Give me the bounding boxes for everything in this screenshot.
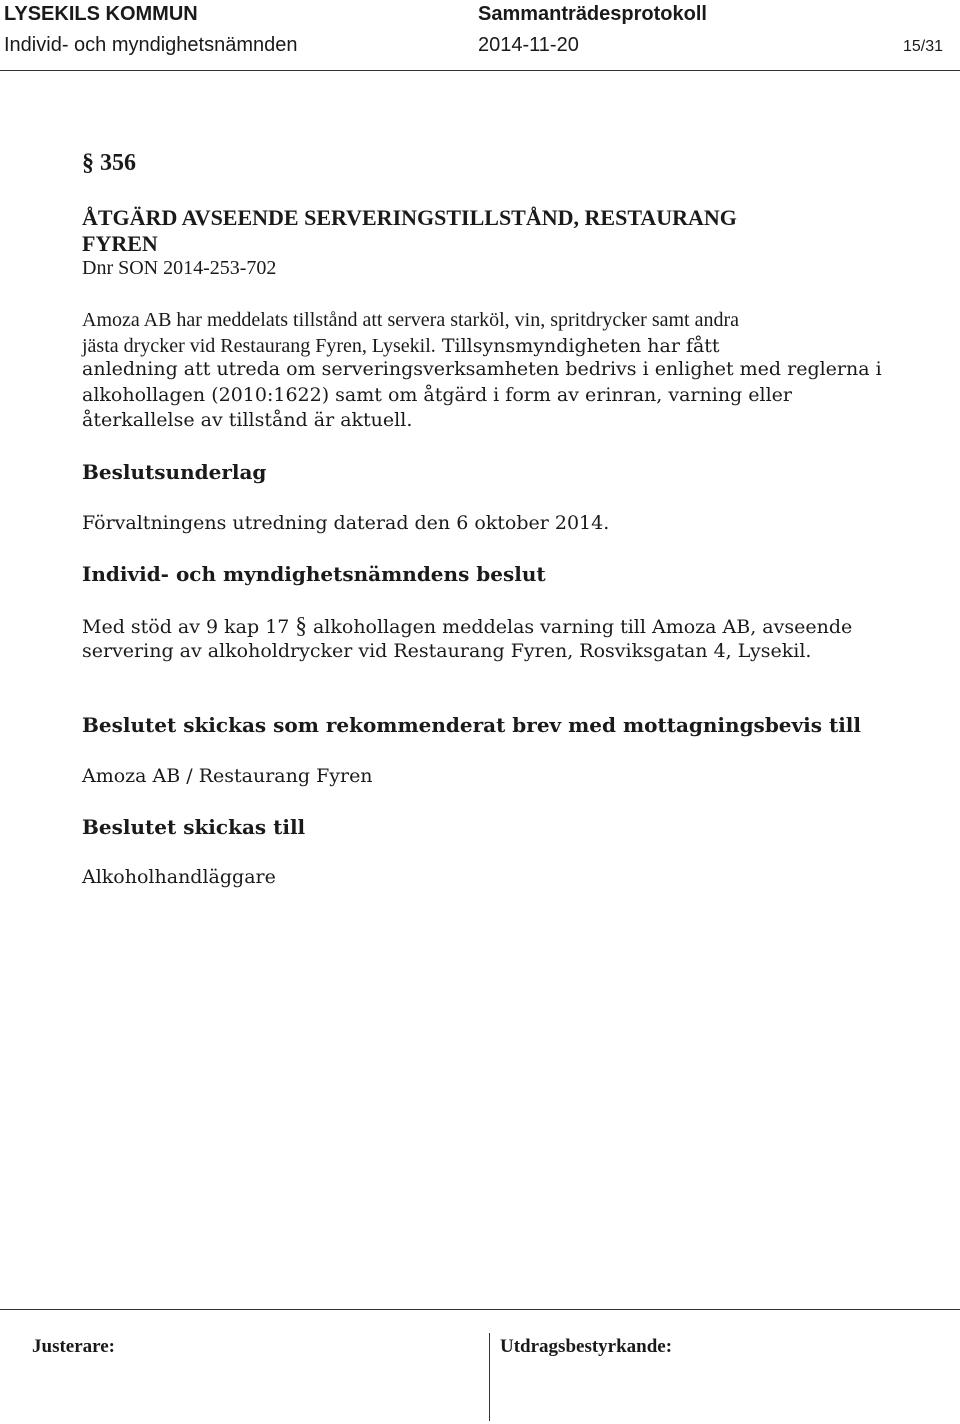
intro-line-2a: jästa drycker vid Restaurang Fyren, Lysekil. (82, 335, 436, 357)
org-name: LYSEKILS KOMMUN (4, 3, 198, 25)
intro-line-5: återkallelse av tillstånd är aktuell. (82, 409, 413, 431)
dnr: Dnr SON 2014-253-702 (82, 257, 277, 279)
intro-line-4: alkohollagen (2010:1622) samt om åtgärd i form av erinran, varning eller (82, 384, 792, 406)
section-number-value: 356 (100, 150, 136, 176)
decision-paragraph-sign: § (295, 613, 307, 638)
decision-line-1-post: alkohollagen meddelas varning till Amoza AB, avseende (306, 616, 853, 638)
utdragsbestyrkande-label: Utdragsbestyrkande: (500, 1336, 673, 1357)
recipients-heading: Beslutet skickas till (82, 815, 306, 839)
registered-recipients-heading: Beslutet skickas som rekommenderat brev med mottagningsbevis till (82, 713, 861, 737)
page-number: 15/31 (903, 38, 944, 55)
recipient: Alkoholhandläggare (82, 866, 276, 888)
header-divider (0, 70, 960, 71)
decision-heading: Individ- och myndighetsnämndens beslut (82, 562, 546, 586)
decision-line-1 (82, 613, 852, 639)
section-number (82, 150, 136, 177)
decision-line-2: servering av alkoholdrycker vid Restaurang Fyren, Rosviksgatan 4, Lysekil. (82, 640, 812, 662)
intro-line-3: anledning att utreda om serveringsverksamheten bedrivs i enlighet med reglerna i (82, 358, 882, 380)
document-type: Sammanträdesprotokoll (478, 3, 707, 25)
decision-line-1-pre: Med stöd av 9 kap 17 (82, 616, 296, 638)
intro-line-1: Amoza AB har meddelats tillstånd att servera starköl, vin, spritdrycker samt andra (82, 309, 740, 331)
justerare-label: Justerare: (32, 1336, 116, 1357)
section-title-line1: ÅTGÄRD AVSEENDE SERVERINGSTILLSTÅND, RESTAURANG (82, 205, 737, 230)
registered-recipient: Amoza AB / Restaurang Fyren (82, 765, 373, 787)
meeting-date: 2014-11-20 (478, 34, 579, 56)
footer-divider (0, 1309, 960, 1310)
beslutsunderlag-heading: Beslutsunderlag (82, 460, 267, 484)
section-title-line2: FYREN (82, 231, 158, 256)
intro-line-2 (82, 333, 720, 358)
paragraph-sign: § (82, 150, 94, 176)
section-title (82, 205, 737, 257)
committee-name: Individ- och myndighetsnämnden (4, 34, 298, 56)
footer-column-divider (489, 1333, 490, 1421)
intro-line-2b: Tillsynsmyndigheten har fått (435, 335, 720, 357)
beslutsunderlag-text: Förvaltningens utredning daterad den 6 oktober 2014. (82, 512, 610, 534)
